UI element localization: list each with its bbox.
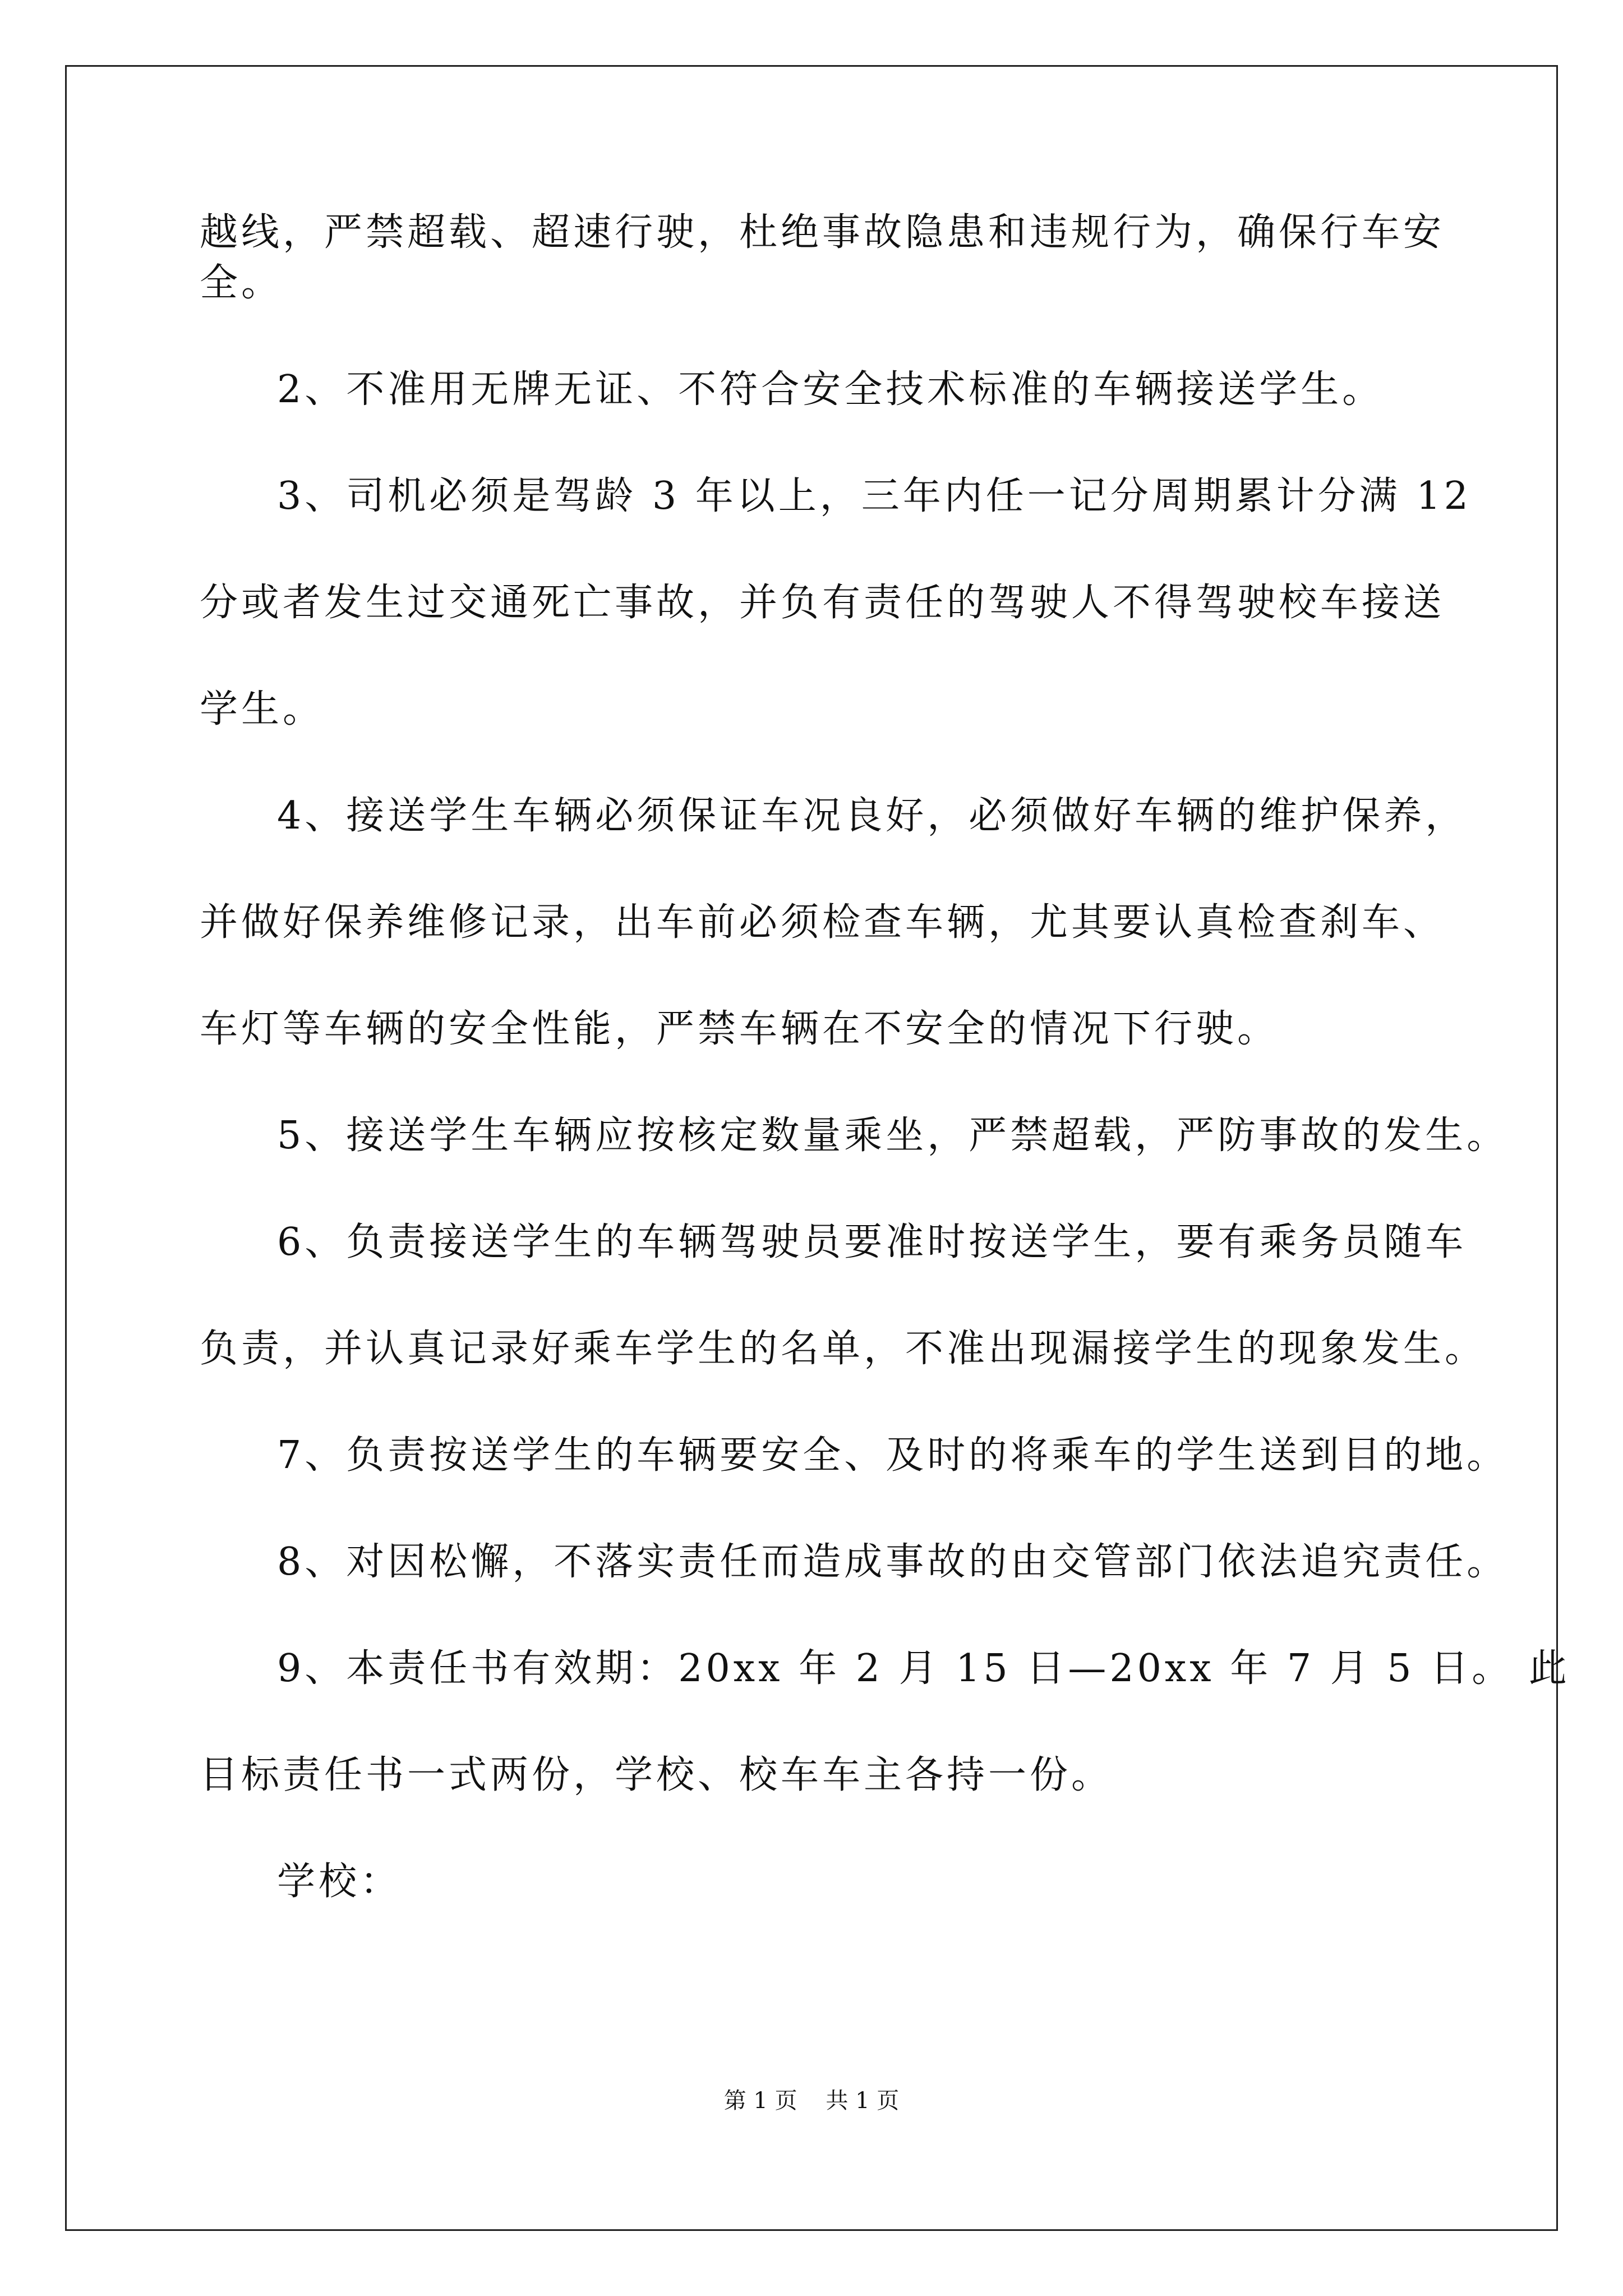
page-number-footer: 第 1 页 共 1 页 bbox=[723, 2088, 900, 2114]
item-7-line-1: 7、负责按送学生的车辆要安全、及时的将乘车的学生送到目的地。 bbox=[277, 1433, 1509, 1478]
item-6-line-1: 6、负责接送学生的车辆驾驶员要准时按送学生，要有乘务员随车 bbox=[277, 1220, 1467, 1264]
paragraph-1-line-1: 越线，严禁超载、超速行驶，杜绝事故隐患和违规行为，确保行车安 bbox=[200, 210, 1445, 255]
item-3-line-3: 学生。 bbox=[200, 687, 325, 731]
item-5-line-1: 5、接送学生车辆应按核定数量乘坐，严禁超载，严防事故的发生。 bbox=[277, 1114, 1509, 1158]
item-4-line-1: 4、接送学生车辆必须保证车况良好，必须做好车辆的维护保养， bbox=[277, 794, 1467, 838]
item-9-line-1: 9、本责任书有效期：20xx 年 2 月 15 日—20xx 年 7 月 5 日。 此 bbox=[277, 1646, 1570, 1691]
item-4-line-3: 车灯等车辆的安全性能，严禁车辆在不安全的情况下行驶。 bbox=[200, 1007, 1279, 1051]
document-body bbox=[200, 208, 1570, 1907]
school-signature-label: 学校： bbox=[277, 1860, 402, 1904]
item-9-line-2: 目标责任书一式两份，学校、校车车主各持一份。 bbox=[200, 1753, 1113, 1797]
item-8-line-1: 8、对因松懈，不落实责任而造成事故的由交管部门依法追究责任。 bbox=[277, 1540, 1509, 1584]
item-2-line-1: 2、不准用无牌无证、不符合安全技术标准的车辆接送学生。 bbox=[277, 367, 1384, 412]
item-3-line-1: 3、司机必须是驾龄 3 年以上，三年内任一记分周期累计分满 12 bbox=[277, 474, 1472, 518]
item-3-line-2: 分或者发生过交通死亡事故，并负有责任的驾驶人不得驾驶校车接送 bbox=[200, 581, 1445, 625]
paragraph-1-line-2: 全。 bbox=[200, 261, 283, 305]
item-6-line-2: 负责，并认真记录好乘车学生的名单，不准出现漏接学生的现象发生。 bbox=[200, 1327, 1487, 1371]
item-4-line-2: 并做好保养维修记录，出车前必须检查车辆，尤其要认真检查刹车、 bbox=[200, 900, 1445, 945]
